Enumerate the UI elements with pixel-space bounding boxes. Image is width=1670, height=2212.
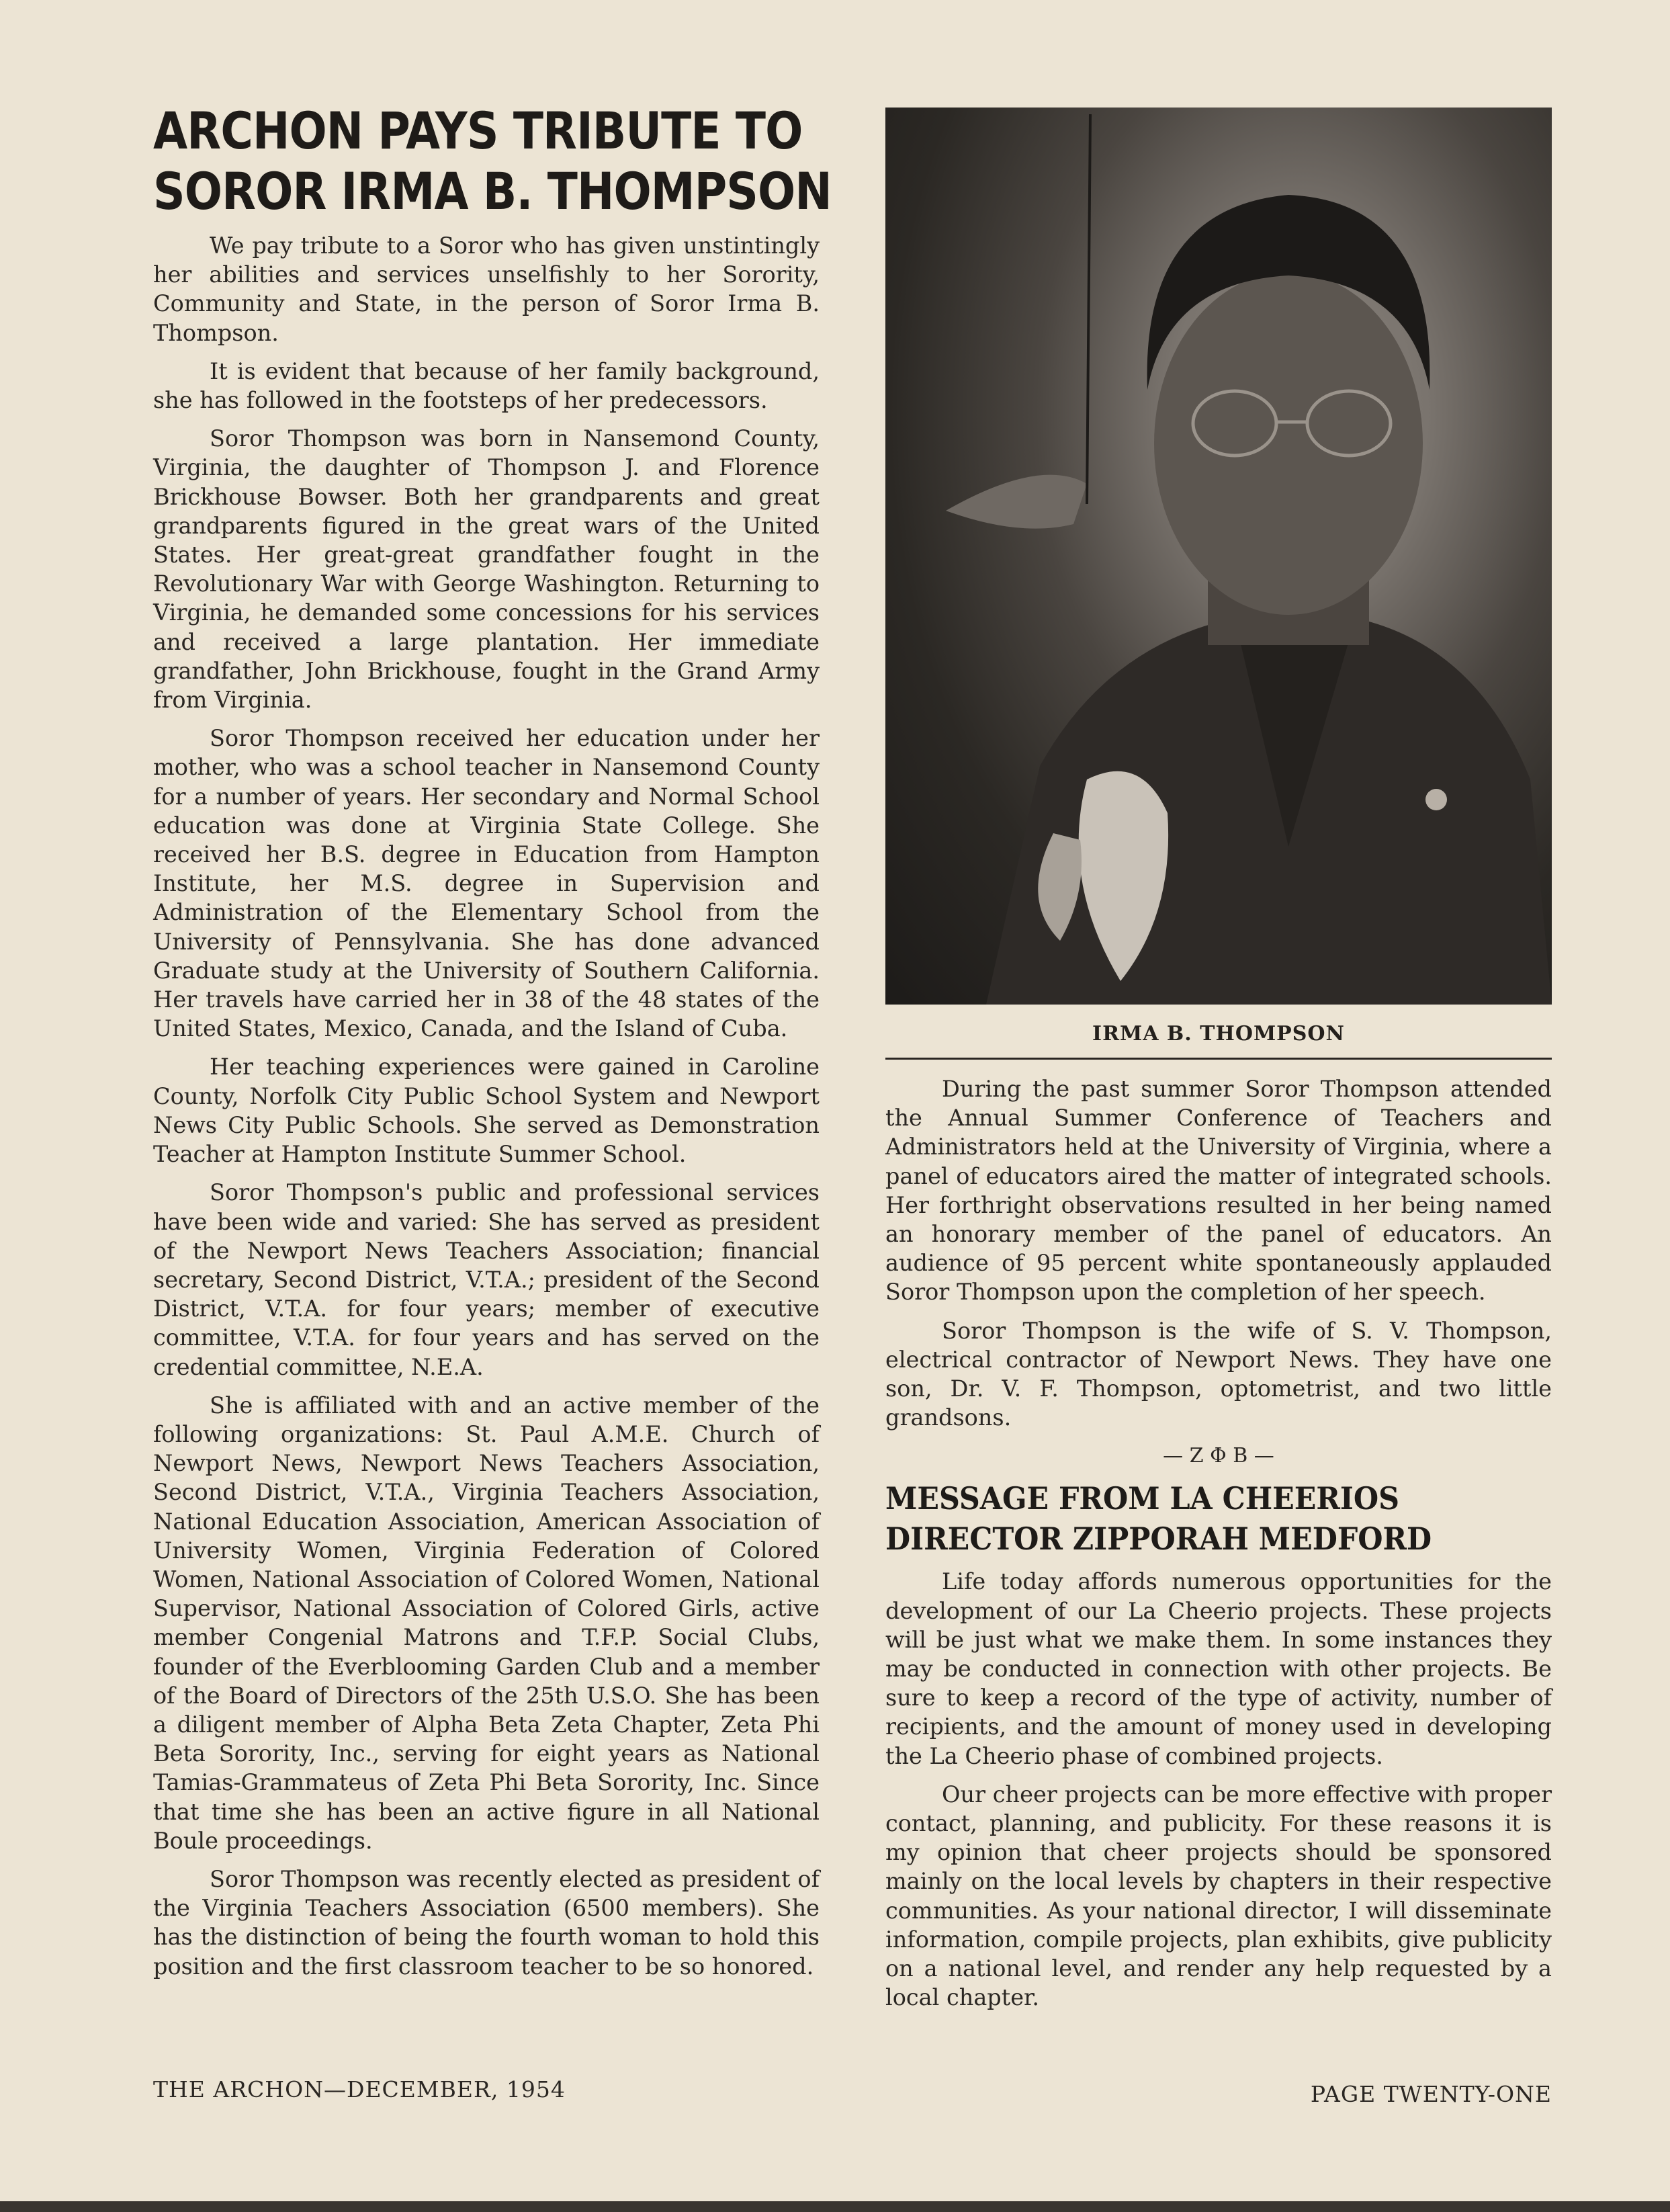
message-title-line2: DIRECTOR ZIPPORAH MEDFORD bbox=[885, 1521, 1432, 1558]
paragraph: Soror Thompson's public and professional services have been wide and varied: She has served as president of the Newport News Teachers Association; financial secretary, Second District, V.T.A.; president of the Second District, V.T.A. for four years; member of executive committee, V.T.A. for four years and has served on the credential committee, N.E.A. bbox=[153, 1179, 820, 1380]
portrait-illustration bbox=[885, 108, 1552, 1005]
article-body bbox=[153, 231, 820, 1981]
paragraph: During the past summer Soror Thompson attended the Annual Summer Conference of Teachers and Administrators held at the University of Virginia, where a panel of educators aired the matter of integrated schools. Her forthright observations resulted in her being named an honorary member of the panel of educators. An audience of 95 percent white spontaneously applauded Soror Thompson upon the completion of her speech. bbox=[885, 1076, 1552, 1306]
left-column bbox=[153, 101, 832, 1990]
section-divider: — Z Φ B — bbox=[1163, 1444, 1274, 1468]
article-title-line1: ARCHON PAYS TRIBUTE TO bbox=[153, 101, 803, 161]
photo-caption: IRMA B. THOMPSON bbox=[885, 1022, 1552, 1060]
message-title-line1: MESSAGE FROM LA CHEERIOS bbox=[885, 1480, 1400, 1517]
paragraph: We pay tribute to a Soror who has given unstintingly her abilities and services unselfishly to her Sorority, Community and State, in the person of Soror Irma B. Thompson. bbox=[153, 232, 820, 346]
paragraph: Soror Thompson was recently elected as president of the Virginia Teachers Association (6500 members). She has the distinction of being the fourth woman to hold this position and the first classroom teacher to be so honored. bbox=[153, 1865, 820, 1980]
message-title bbox=[885, 1478, 1505, 1559]
footer-page-number: PAGE TWENTY-ONE bbox=[1310, 2081, 1552, 2107]
page-edge bbox=[0, 2201, 1670, 2212]
message-body bbox=[885, 1567, 1552, 2012]
paragraph: Soror Thompson is the wife of S. V. Thompson, electrical contractor of Newport News. They have one son, Dr. V. F. Thompson, optometrist, and two little grandsons. bbox=[885, 1317, 1552, 1431]
paragraph: She is affiliated with and an active member of the following organizations: St. Paul A.M.E. Church of Newport News, Newport News Teachers Association, Second District, V.T.A., Virginia Teachers Association, National Education Association, American Association of University Women, Virginia Federation of Colored Women, National Association of Colored Women, National Supervisor, National Association of Colored Girls, active member Congenial Matrons and T.F.P. Social Clubs, founder of the Everblooming Garden Club and a member of the Board of Directors of the 25th U.S.O. She has been a diligent member of Alpha Beta Zeta Chapter, Zeta Phi Beta Sorority, Inc., serving for eight years as National Tamias-Grammateus of Zeta Phi Beta Sorority, Inc. Since that time she has been an active figure in all National Boule proceedings. bbox=[153, 1392, 820, 1854]
portrait-photo bbox=[885, 108, 1552, 1005]
paragraph: Her teaching experiences were gained in Caroline County, Norfolk City Public School System and Newport News City Public Schools. She served as Demonstration Teacher at Hampton Institute Summer School. bbox=[153, 1054, 820, 1168]
article-title bbox=[153, 101, 832, 222]
paragraph: Soror Thompson was born in Nansemond County, Virginia, the daughter of Thompson J. and Florence Brickhouse Bowser. Both her grandparents and great grandparents figured in the great wars of the United States. Her great-great grandfather fought in the Revolutionary War with George Washington. Returning to Virginia, he demanded some concessions for his services and received a large plantation. Her immediate grandfather, John Brickhouse, fought in the Grand Army from Virginia. bbox=[153, 425, 820, 714]
paragraph: Soror Thompson received her education under her mother, who was a school teacher in Nansemond County for a number of years. Her secondary and Normal School education was done at Virginia State College. She received her B.S. degree in Education from Hampton Institute, her M.S. degree in Supervision and Administration of the Elementary School from the University of Pennsylvania. She has done advanced Graduate study at the University of Southern California. Her travels have carried her in 38 of the 48 states of the United States, Mexico, Canada, and the Island of Cuba. bbox=[153, 725, 820, 1042]
right-column bbox=[885, 108, 1552, 2021]
paragraph: Our cheer projects can be more effective with proper contact, planning, and publicity. For these reasons it is my opinion that cheer projects should be sponsored mainly on the local levels by chapters in their respective communities. As your national director, I will disseminate information, compile projects, plan exhibits, give publicity on a national level, and render any help requested by a local chapter. bbox=[885, 1781, 1552, 2011]
article-continued bbox=[885, 1074, 1552, 1432]
paragraph: It is evident that because of her family background, she has followed in the footsteps of her predecessors. bbox=[153, 357, 820, 414]
article-title-line2: SOROR IRMA B. THOMPSON bbox=[153, 161, 832, 221]
footer-publication: THE ARCHON—DECEMBER, 1954 bbox=[153, 2076, 566, 2102]
paragraph: Life today affords numerous opportunities for the development of our La Cheerio projects. These projects will be just what we make them. In some instances they may be conducted in connection with other projects. Be sure to keep a record of the type of activity, number of recipients, and the amount of money used in developing the La Cheerio phase of combined projects. bbox=[885, 1568, 1552, 1769]
